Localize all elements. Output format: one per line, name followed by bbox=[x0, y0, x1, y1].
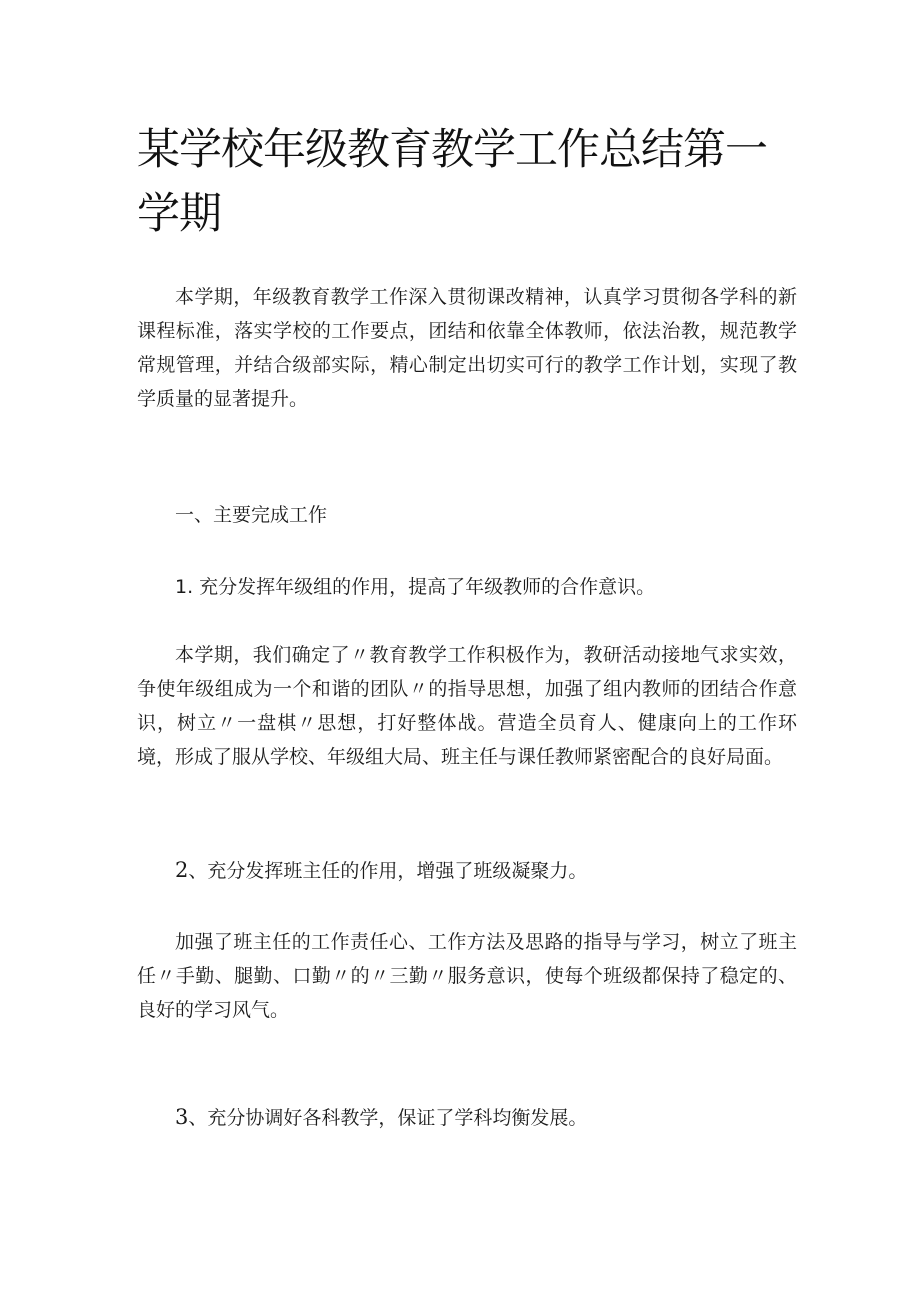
intro-paragraph: 本学期，年级教育教学工作深入贯彻课改精神，认真学习贯彻各学科的新课程标准，落实学校的工作要点，团结和依靠全体教师，依法治教，规范教学常规管理，并结合级部实际，精心制定出切实可行的教学工作计划，实现了教学质量的显著提升。 bbox=[137, 286, 797, 410]
item-3-heading bbox=[137, 1100, 797, 1135]
item-2-heading bbox=[137, 853, 797, 888]
item-1-heading: 1. 充分发挥年级组的作用，提高了年级教师的合作意识。 bbox=[175, 576, 656, 598]
item-2-heading-text: 、充分发挥班主任的作用，增强了班级凝聚力。 bbox=[188, 860, 588, 882]
item-2-number: 2 bbox=[175, 858, 189, 882]
item-2-body: 加强了班主任的工作责任心、工作方法及思路的指导与学习，树立了班主任〃手勤、腿勤、口勤〃的〃三勤〃服务意识，使每个班级都保持了稳定的、良好的学习风气。 bbox=[137, 931, 797, 1021]
document-title: 某学校年级教育教学工作总结第一学期 bbox=[137, 125, 767, 239]
item-3-heading-text: 、充分协调好各科教学，保证了学科均衡发展。 bbox=[188, 1107, 588, 1129]
section-heading-main-work: 一、主要完成工作 bbox=[175, 504, 328, 526]
item-3-number: 3 bbox=[175, 1105, 189, 1129]
item-1-body: 本学期，我们确定了〃教育教学工作积极作为，教研活动接地气求实效，争使年级组成为一个和谐的团队〃的指导思想，加强了组内教师的团结合作意识，树立〃一盘棋〃思想，打好整体战。营造全员育人、健康向上的工作环境，形成了服从学校、年级组大局、班主任与课任教师紧密配合的良好局面。 bbox=[137, 644, 797, 768]
